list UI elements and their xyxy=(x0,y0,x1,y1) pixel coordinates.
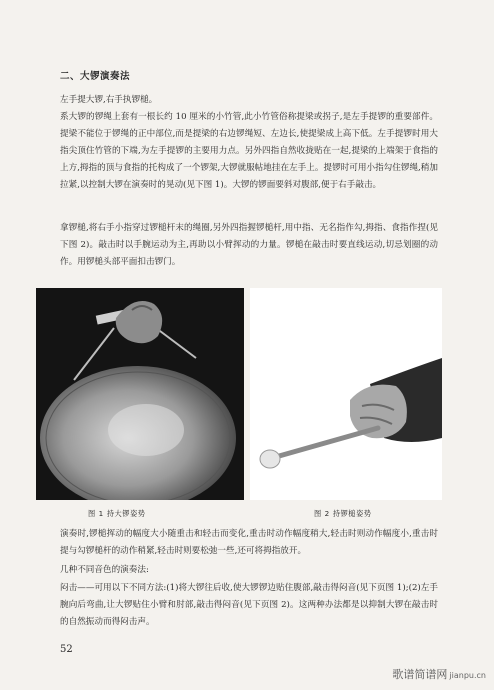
watermark-name: 歌谱简谱网 xyxy=(392,668,448,681)
paragraph-mallet: 拿锣槌,将右手小指穿过锣槌杆末的绳圈,另外四指握锣槌杆,用中指、无名指作勾,拇指、食指作捏(见下图 2)。敲击时以手腕运动为主,再助以小臂挥动的力量。锣槌在敲击时要直线运动,切忌划圈的动作。用锣槌头部平面扣击锣门。 xyxy=(60,223,438,267)
watermark xyxy=(392,666,486,682)
mallet-held-image xyxy=(250,288,442,500)
page-number: 52 xyxy=(60,644,73,655)
paragraph-gong-rope: 系大锣的锣绳上套有一根长约 10 厘米的小竹管,此小竹管俗称提梁或拐子,是左手提锣的重要部件。提梁不能位于锣绳的正中部位,而是提梁的右边锣绳短、左边长,使提梁成上高下低。左手提锣时用大指尖顶住竹管的下端,为左手提锣的主要用力点。另外四指自然收拢贴在一起,提梁的上端架于食指的上方,拇指的顶与食指的托构成了一个锣架,大锣就服帖地挂在左手上。提锣时可用小指勾住锣绳,稍加拉紧,以控制大锣在演奏时的晃动(见下图 1)。大锣的锣面要斜对腹部,便于右手敲击。 xyxy=(60,112,438,190)
figure-2-caption: 图 2 持锣槌姿势 xyxy=(314,509,372,518)
section-heading: 二、大锣演奏法 xyxy=(60,71,131,82)
figure-1-photo xyxy=(36,288,244,500)
gong-held-image xyxy=(36,288,244,500)
figure-1-caption: 图 1 持大锣姿势 xyxy=(88,509,146,518)
paragraph-holding: 左手提大锣,右手执锣槌。 xyxy=(60,95,158,105)
figure-2-photo xyxy=(250,288,442,500)
paragraph-muted: 闷击——可用以下不同方法:(1)将大锣往后收,使大锣锣边贴住腹部,敲击得闷音(见下页图 1);(2)左手腕向后弯曲,让大锣贴住小臂和肘部,敲击得闷音(见下页图 2)。这两种办法都是以抑制大锣在敲击时的自然振动而得闷击声。 xyxy=(60,583,438,627)
paragraph-playing: 演奏时,锣槌挥动的幅度大小随重击和轻击而变化,重击时动作幅度稍大,轻击时则动作幅度小,重击时提与勾锣槌杆的动作稍紧,轻击时则要松弛一些,还可将拇指放开。 xyxy=(60,529,438,556)
paragraph-timbres: 几种不同音色的演奏法: xyxy=(60,565,149,575)
watermark-url: jianpu.cn xyxy=(449,671,486,680)
